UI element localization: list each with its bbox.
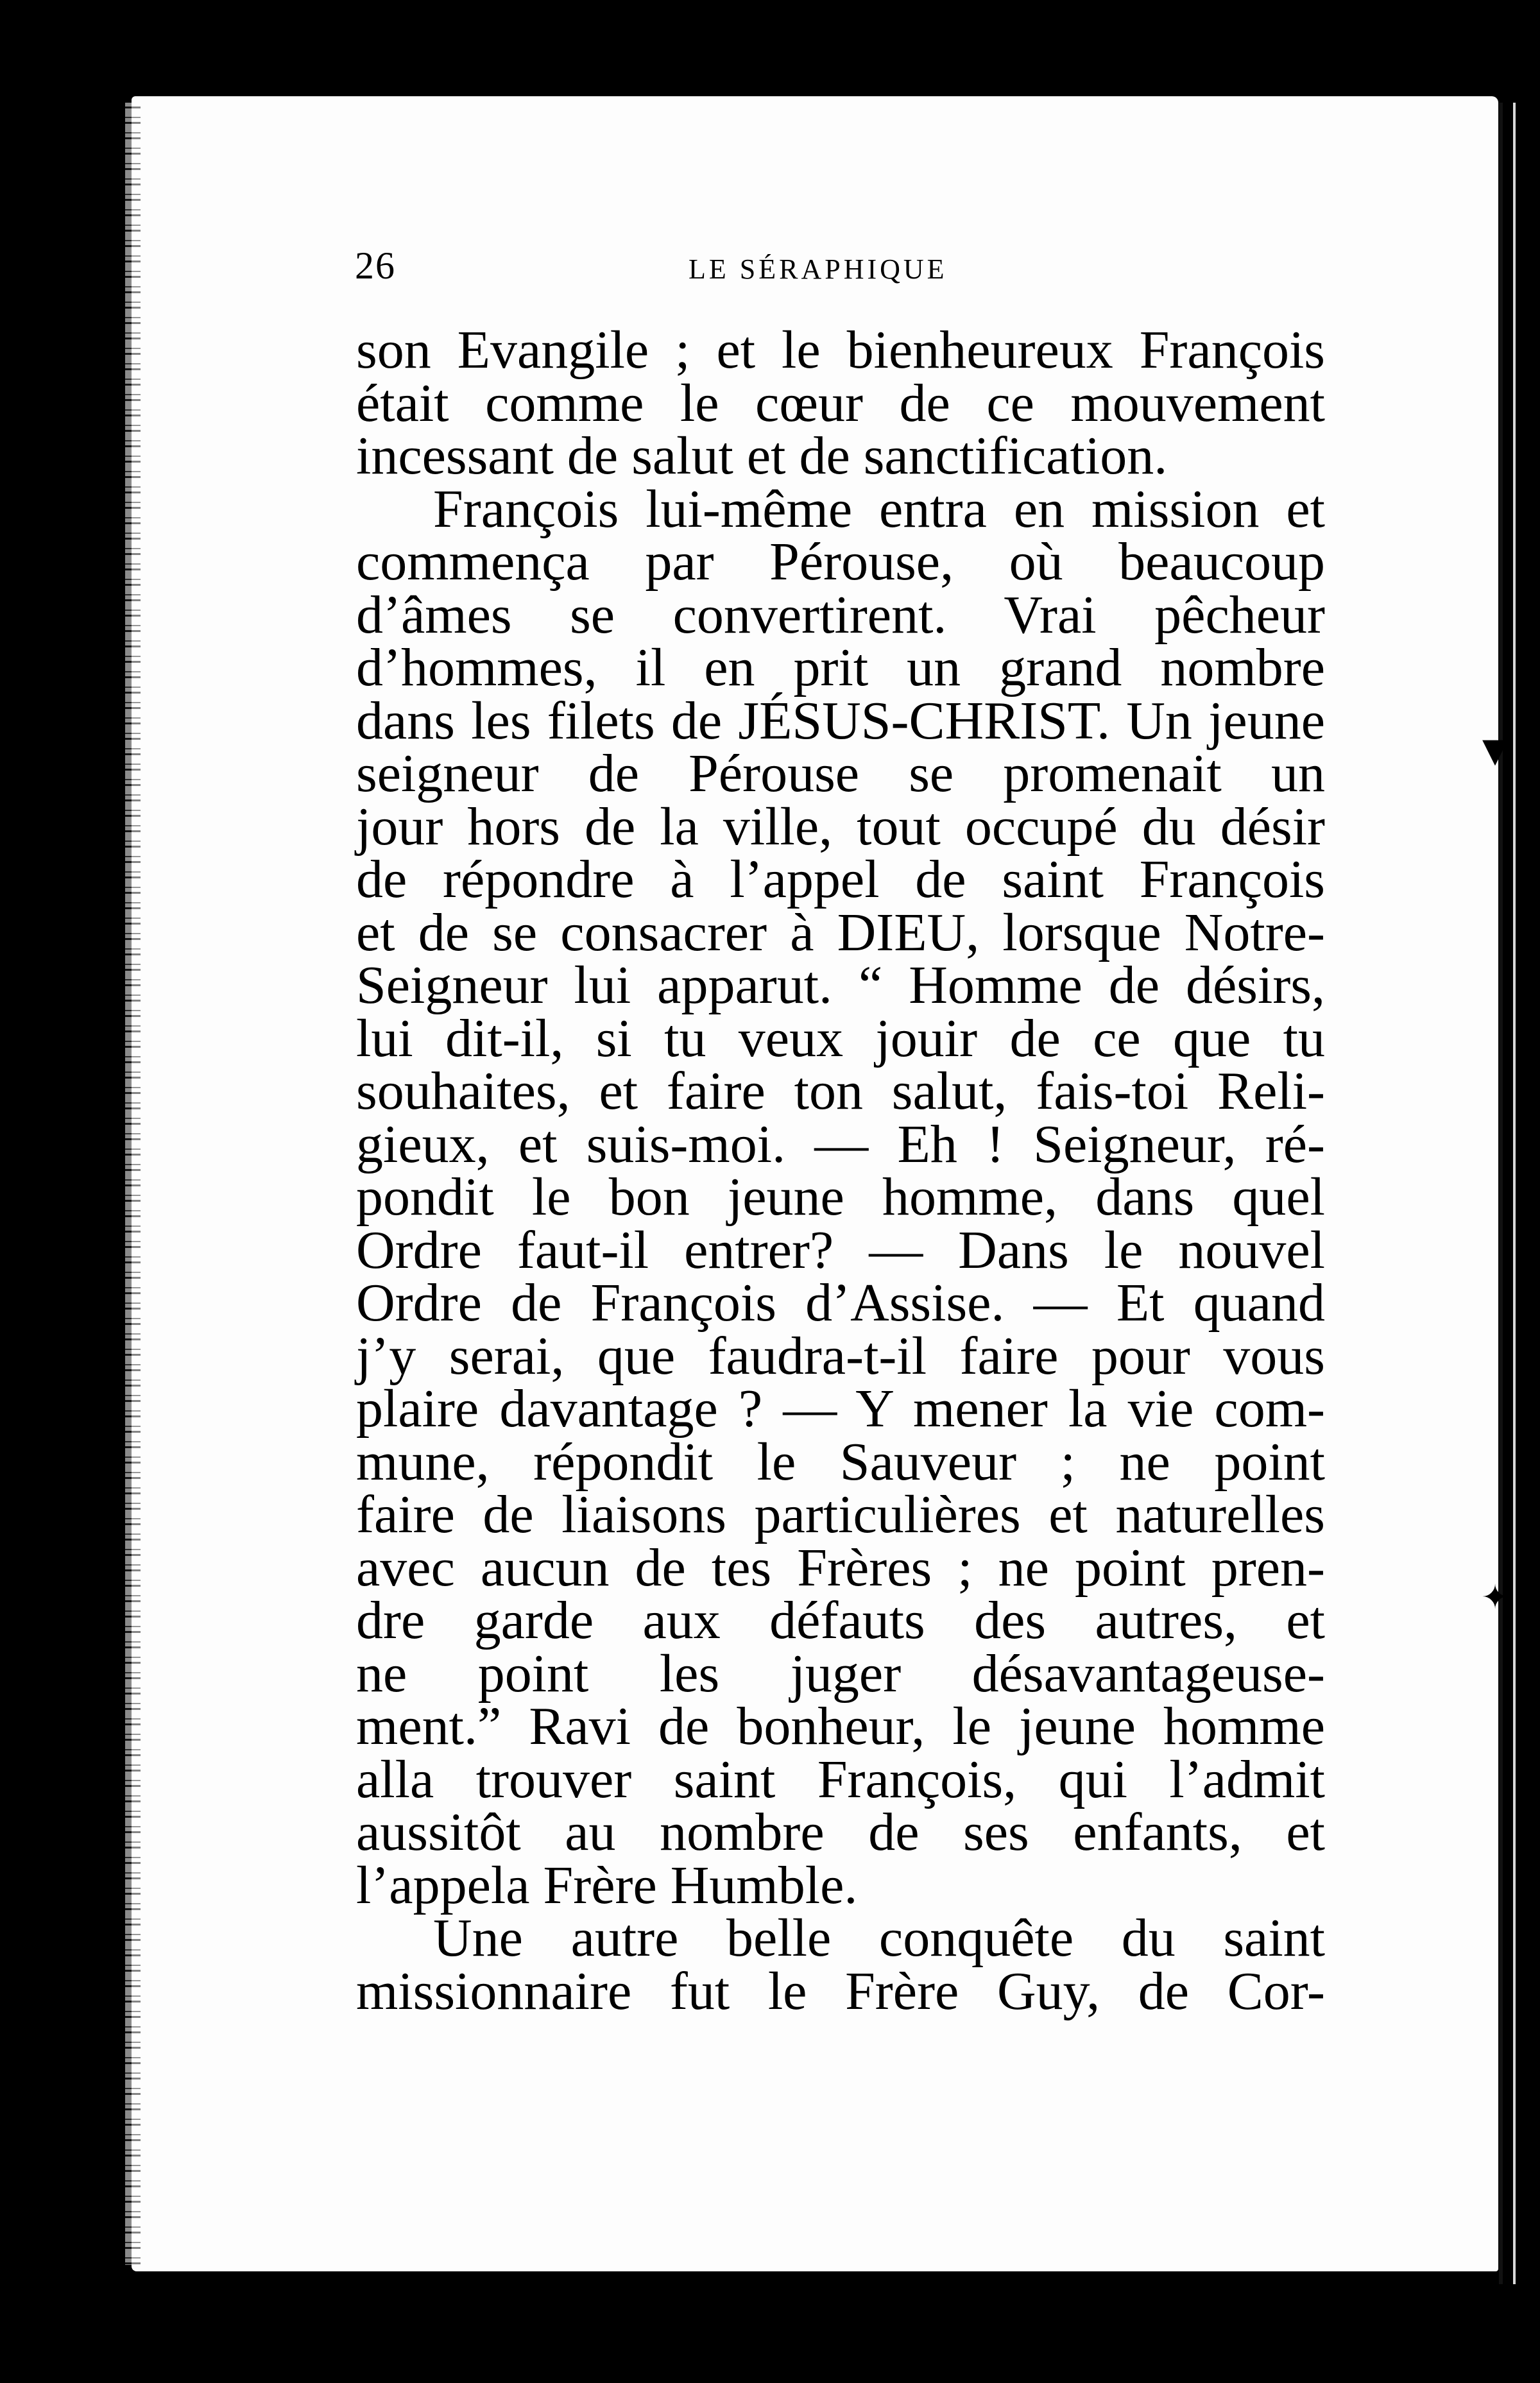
text-line: gieux, et suis-moi. — Eh ! Seigneur, ré-: [356, 1114, 1325, 1174]
text-line: Seigneur lui apparut. “ Homme de désirs,: [356, 955, 1325, 1015]
text-line: dans les filets de JÉSUS-CHRIST. Un jeune: [356, 690, 1325, 751]
text-line: seigneur de Pérouse se promenait un: [356, 744, 1325, 803]
text-line: Une autre belle conquête du saint: [433, 1908, 1325, 1968]
text-line: pondit le bon jeune homme, dans quel: [356, 1167, 1325, 1227]
text-line: commença par Pérouse, où beaucoup: [356, 532, 1325, 592]
text-line: de répondre à l’appel de saint François: [356, 850, 1325, 909]
text-line: et de se consacrer à DIEU, lorsque Notre-: [356, 902, 1325, 962]
text-line: incessant de salut et de sanctification.: [356, 426, 1168, 486]
page-border-highlight: [1513, 103, 1516, 2284]
margin-ornament-icon: ▼: [1482, 731, 1508, 770]
text-line: d’âmes se convertirent. Vrai pêcheur: [356, 585, 1325, 645]
text-line: dre garde aux défauts des autres, et: [356, 1591, 1325, 1650]
text-line: avec aucun de tes Frères ; ne point pren-: [356, 1537, 1325, 1598]
text-line: lui dit-il, si tu veux jouir de ce que tu: [356, 1008, 1325, 1068]
text-line: Ordre de François d’Assise. — Et quand: [356, 1273, 1325, 1333]
text-line: était comme le cœur de ce mouvement: [356, 373, 1325, 433]
page-header: [355, 244, 1367, 289]
text-line: faire de liaisons particulières et naturelles: [356, 1485, 1325, 1544]
text-line: l’appela Frère Humble.: [356, 1855, 858, 1915]
page-number: 26: [355, 244, 396, 287]
text-line: son Evangile ; et le bienheureux François: [356, 320, 1325, 380]
text-line: Ordre faut-il entrer? — Dans le nouvel: [356, 1220, 1325, 1280]
text-line: missionnaire fut le Frère Guy, de Cor-: [356, 1961, 1325, 2021]
text-line: aussitôt au nombre de ses enfants, et: [356, 1802, 1325, 1862]
page-border-rule: [1499, 103, 1503, 2284]
text-line: plaire davantage ? — Y mener la vie com-: [356, 1379, 1325, 1439]
text-line: ment.” Ravi de bonheur, le jeune homme: [356, 1696, 1325, 1756]
text-line: mune, répondit le Sauveur ; ne point: [356, 1431, 1325, 1492]
text-line: d’hommes, il en prit un grand nombre: [356, 638, 1325, 697]
page-edge-shadow: [125, 103, 141, 2265]
text-line: jour hors de la ville, tout occupé du désir: [356, 796, 1325, 857]
body-text: [356, 320, 1325, 2021]
text-line: ne point les juger désavantageuse-: [356, 1643, 1325, 1704]
text-line: alla trouver saint François, qui l’admit: [356, 1749, 1325, 1809]
margin-ornament-icon: ✦: [1481, 1578, 1509, 1617]
text-line: François lui-même entra en mission et: [433, 479, 1325, 539]
text-line: souhaites, et faire ton salut, fais-toi Reli-: [356, 1061, 1325, 1121]
running-head: LE SÉRAPHIQUE: [689, 253, 948, 285]
text-line: j’y serai, que faudra-t-il faire pour vous: [356, 1326, 1325, 1386]
